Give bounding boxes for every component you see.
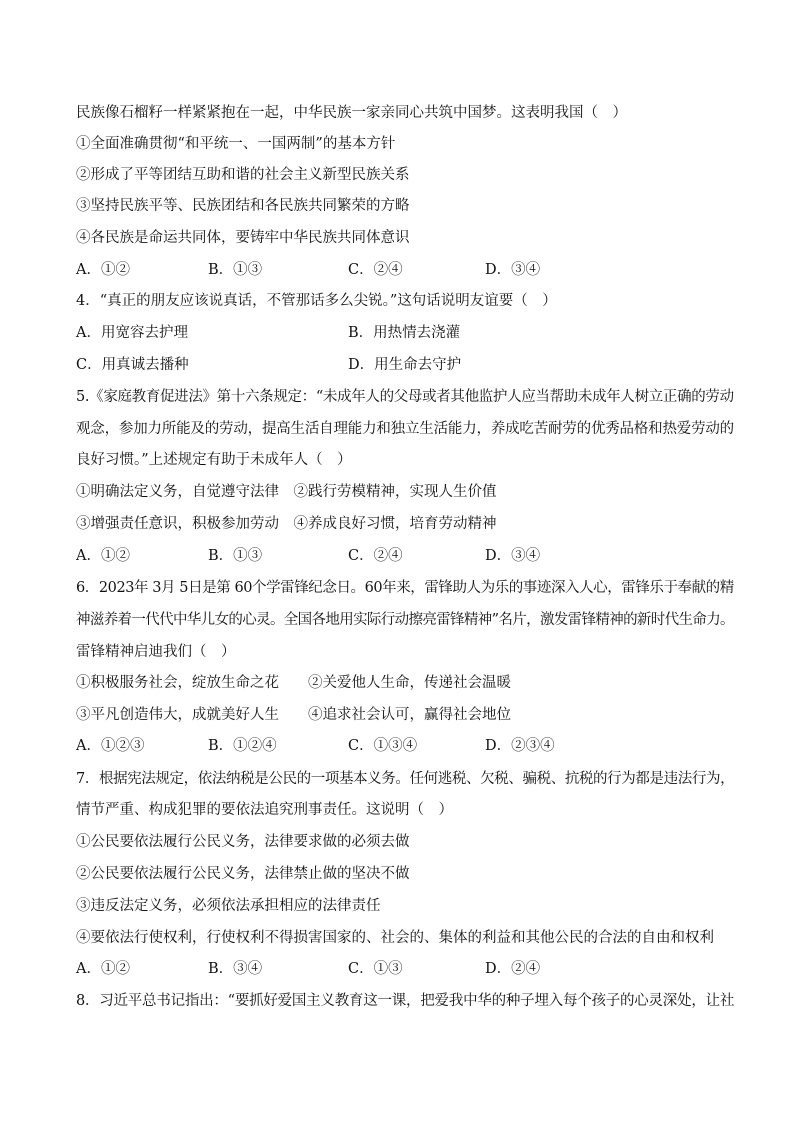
q5-choice-a: A．①② xyxy=(76,548,130,564)
q7-stem-line-1: 7．根据宪法规定，依法纳税是公民的一项基本义务。任何逃税、欠税、骗税、抗税的行为都是违法行为， xyxy=(76,771,735,787)
q4-stem-text: 4．“真正的朋友应该说真话，不管那话多么尖锐。”这句话说明友谊要（ ） xyxy=(76,293,557,309)
q6-stem-line-3: 雷锋精神启迪我们（ ） xyxy=(76,644,236,660)
q5-statements-3-4: ③增强责任意识，积极参加劳动 ④养成良好习惯，培育劳动精神 xyxy=(76,516,497,532)
q4-choice-a: A．用宽容去护理 xyxy=(76,325,188,341)
q7-stem-line-2: 情节严重、构成犯罪的要依法追究刑事责任。这说明（ ） xyxy=(76,802,453,818)
q6-choice-a: A．①②③ xyxy=(76,738,145,754)
q4-choice-c: C．用真诚去播种 xyxy=(76,357,189,373)
q3-statement-3: ③坚持民族平等、民族团结和各民族共同繁荣的方略 xyxy=(76,198,410,214)
q3-choice-b: B．①③ xyxy=(208,262,263,278)
q6-choice-d: D．②③④ xyxy=(485,738,555,754)
q7-statement-1: ①公民要依法履行公民义务，法律要求做的必须去做 xyxy=(76,834,410,850)
q6-stem-line-2: 神滋养着一代代中华儿女的心灵。全国各地用实际行动擦亮雷锋精神”名片，激发雷锋精神的新时代生命力。 xyxy=(76,612,734,628)
q7-choice-b: B．③④ xyxy=(208,961,263,977)
q5-choice-d: D．③④ xyxy=(485,548,541,564)
q7-choice-a: A．①② xyxy=(76,961,130,977)
q6-statements-1-2: ①积极服务社会，绽放生命之花 ②关爱他人生命，传递社会温暖 xyxy=(76,675,511,691)
q3-statement-2: ②形成了平等团结互助和谐的社会主义新型民族关系 xyxy=(76,167,410,183)
q3-choice-a: A．①② xyxy=(76,262,130,278)
q7-statement-4: ④要依法行使权利，行使权利不得损害国家的、社会的、集体的利益和其他公民的合法的自由和权利 xyxy=(76,930,714,946)
q7-statement-2: ②公民要依法履行公民义务，法律禁止做的坚决不做 xyxy=(76,866,410,882)
q5-choice-b: B．①③ xyxy=(208,548,263,564)
q8-stem-line-1: 8．习近平总书记指出：“要抓好爱国主义教育这一课，把爱我中华的种子埋入每个孩子的心灵深处，让社 xyxy=(76,993,735,1009)
q3-statement-4: ④各民族是命运共同体，要铸牢中华民族共同体意识 xyxy=(76,230,410,246)
q5-statements-1-2: ①明确法定义务，自觉遵守法律 ②践行劳模精神，实现人生价值 xyxy=(76,484,497,500)
q6-choice-c: C．①③④ xyxy=(348,738,418,754)
q5-stem-line-2: 观念，参加力所能及的劳动，提高生活自理能力和独立生活能力，养成吃苦耐劳的优秀品格和热爱劳动的 xyxy=(76,421,734,437)
q3-stem-text: 民族像石榴籽一样紧紧抱在一起，中华民族一家亲同心共筑中国梦。这表明我国（ ） xyxy=(76,105,627,121)
q5-stem-line-1: 5.《家庭教育促进法》第十六条规定：“未成年人的父母或者其他监护人应当帮助未成年人树立正确的劳动 xyxy=(76,389,734,405)
q6-statements-3-4: ③平凡创造伟大，成就美好人生 ④追求社会认可，赢得社会地位 xyxy=(76,707,511,723)
q3-statement-1: ①全面准确贯彻“和平统一、一国两制”的基本方针 xyxy=(76,136,396,152)
q7-choice-d: D．②④ xyxy=(485,961,541,977)
q3-choice-c: C．②④ xyxy=(348,262,403,278)
q7-choice-c: C．①③ xyxy=(348,961,403,977)
q6-stem-line-1: 6．2023年 3月 5日是第 60个学雷锋纪念日。60年来，雷锋助人为乐的事迹深入人心，雷锋乐于奉献的精 xyxy=(76,580,734,596)
q4-choice-b: B．用热情去浇灌 xyxy=(348,325,461,341)
q5-stem-line-3: 良好习惯。”上述规定有助于未成年人（ ） xyxy=(76,452,352,468)
q3-choice-d: D．③④ xyxy=(485,262,541,278)
q4-choice-d: D．用生命去守护 xyxy=(348,357,462,373)
q5-choice-c: C．②④ xyxy=(348,548,403,564)
q6-choice-b: B．①②④ xyxy=(208,738,277,754)
q7-statement-3: ③违反法定义务，必须依法承担相应的法律责任 xyxy=(76,898,381,914)
